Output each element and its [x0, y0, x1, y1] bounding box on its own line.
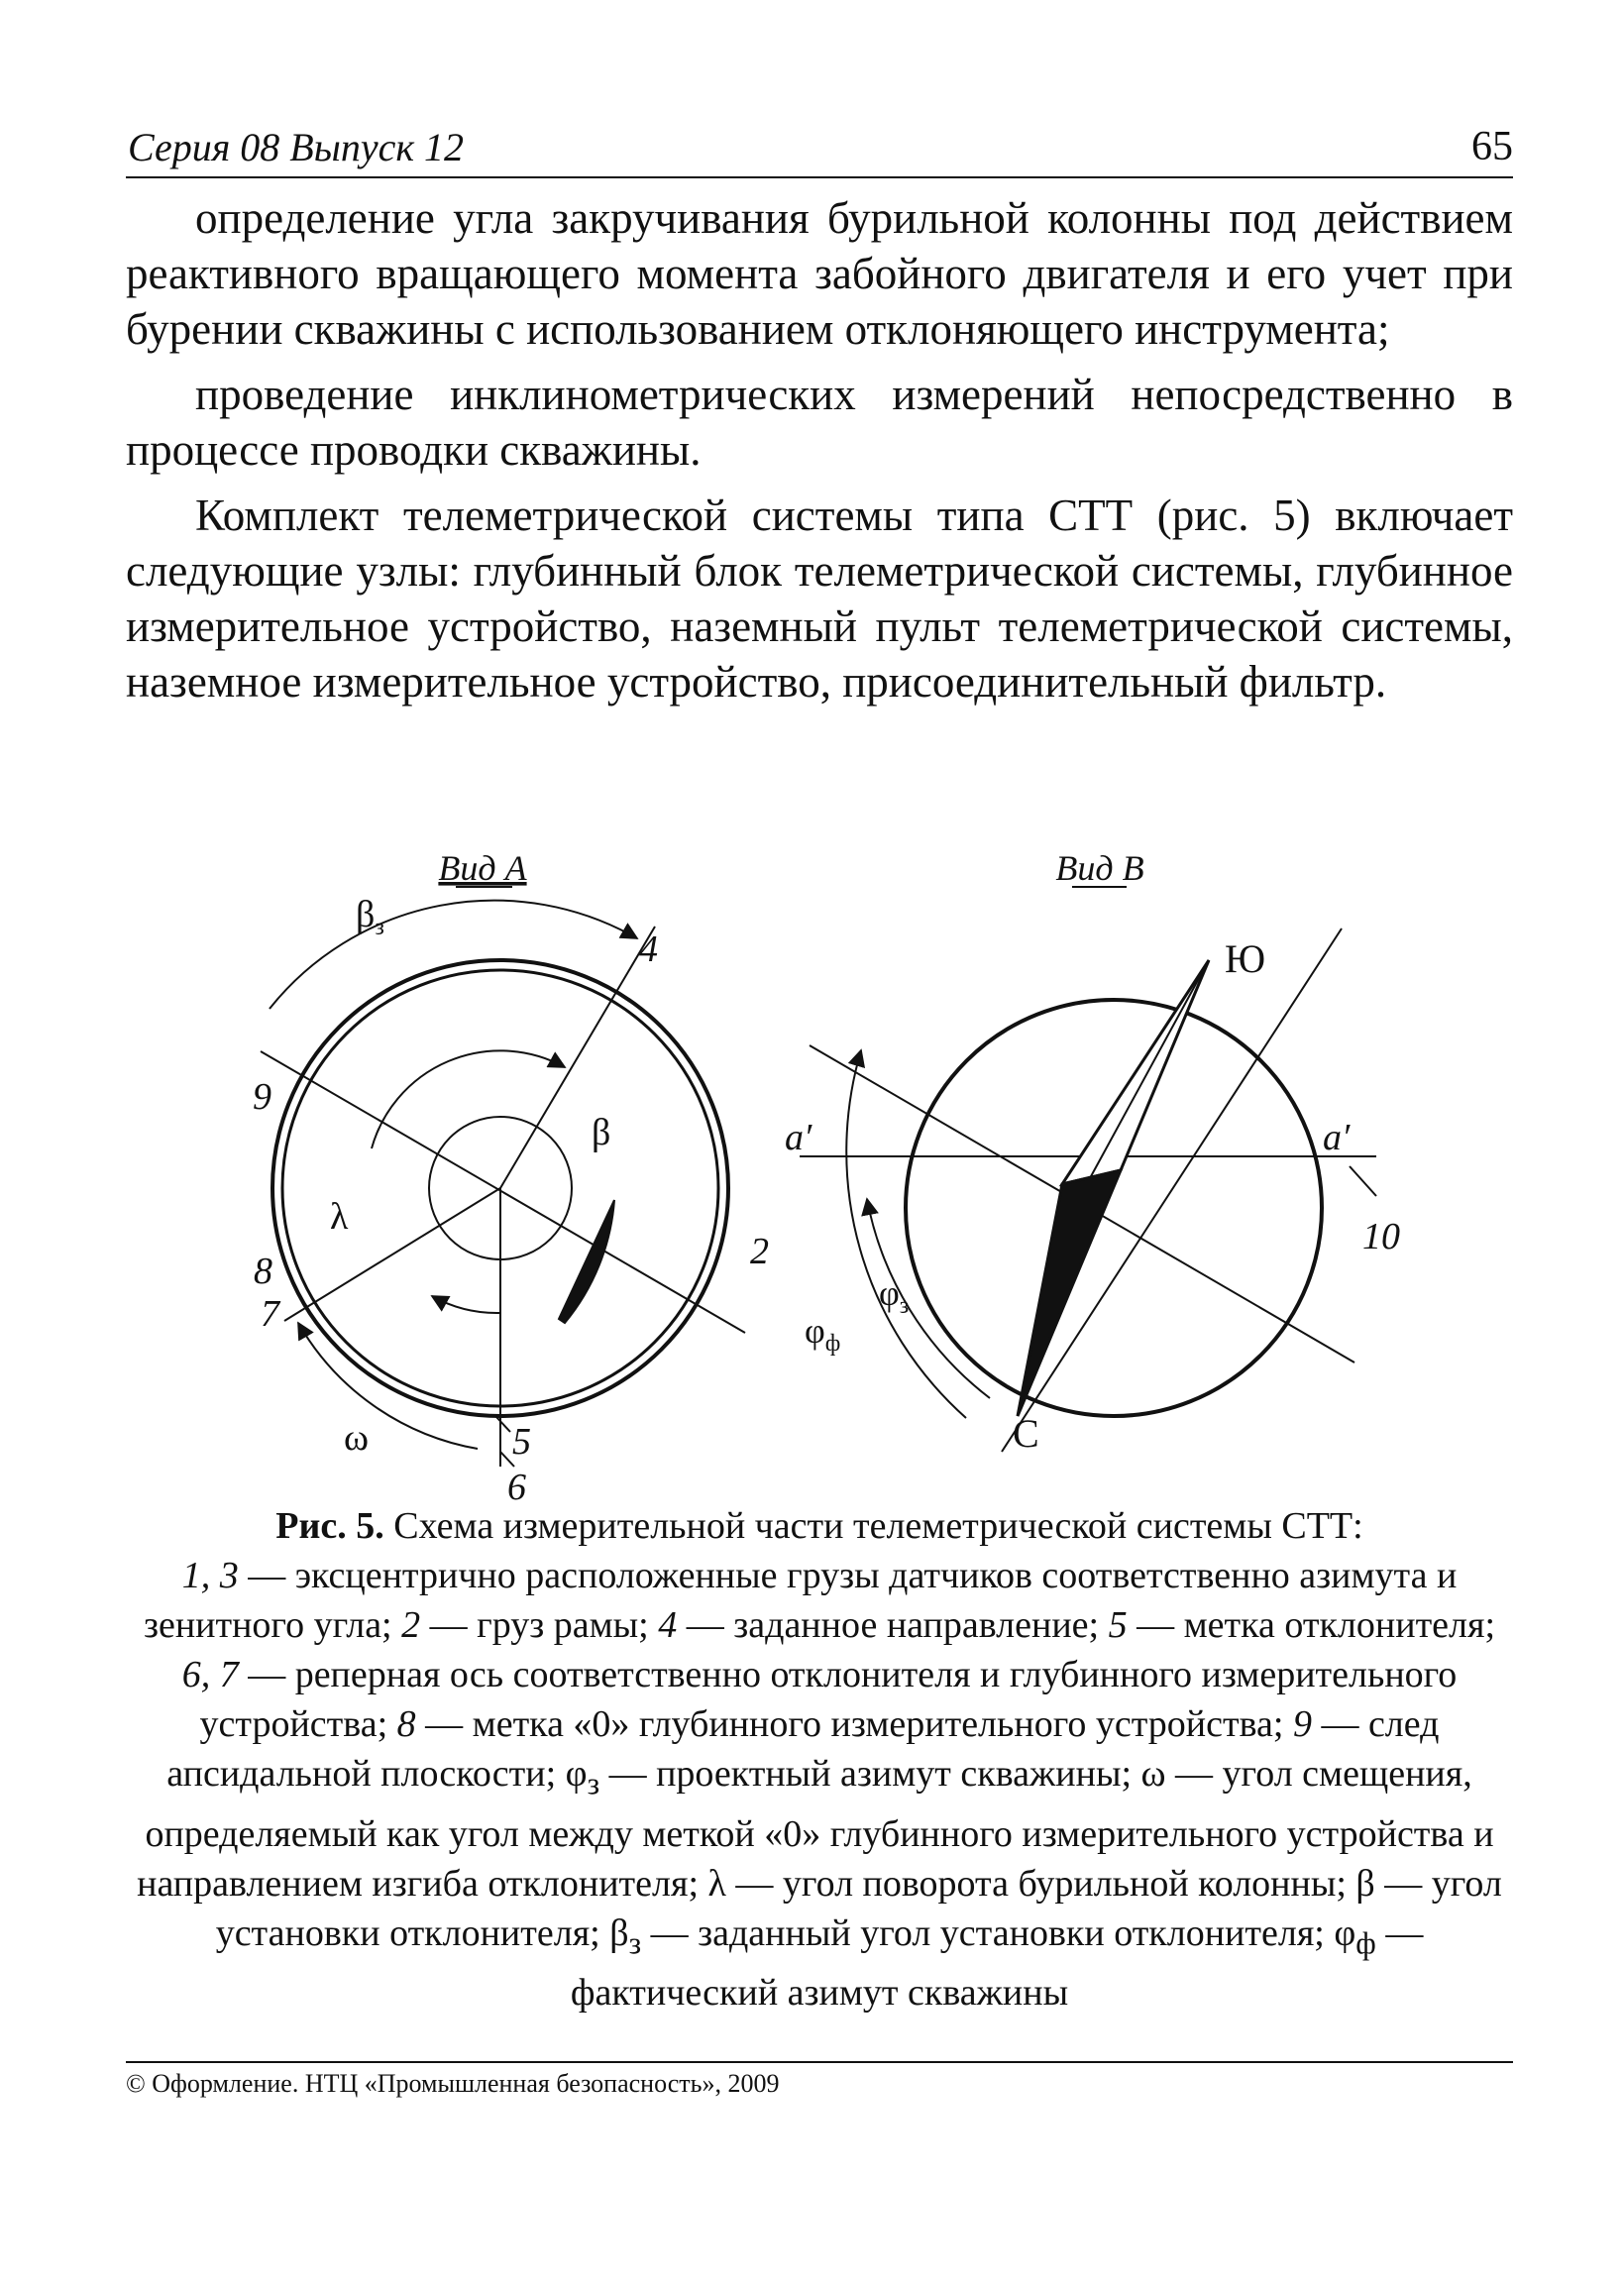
caption-item-num: 4: [658, 1604, 678, 1646]
caption-item-text: — фактический азимут скважины: [570, 1911, 1424, 2015]
label-omega: ω: [344, 1417, 370, 1459]
label-a-right: a′: [1323, 1117, 1351, 1158]
view-b-diagram: [785, 848, 1400, 1456]
label-lambda: λ: [330, 1196, 349, 1238]
frame-weight-2: [559, 1200, 614, 1323]
azimuth-circle: [906, 1000, 1322, 1416]
caption-item-num: 9: [1292, 1703, 1312, 1745]
paragraph-2: проведение инклинометрических измерений непосредственно в процессе проводки скважины.: [126, 370, 1513, 475]
caption-item-text: — метка отклонителя;: [1127, 1604, 1496, 1646]
label-4: 4: [639, 928, 658, 970]
label-south: Ю: [1225, 936, 1266, 981]
label-9: 9: [253, 1076, 271, 1118]
copyright-footer: © Оформление. НТЦ «Промышленная безопасность», 2009: [126, 2061, 1513, 2099]
body-text: [126, 190, 1513, 719]
view-a-title: Вид А: [438, 848, 527, 888]
caption-item-text: — проектный азимут скважины; ω — угол смещения, определяемый как угол между меткой «0» глубинного измерительного устройства и направлением изгиба отклонителя; λ — угол поворота бурильной колонны; β — угол установки отклонителя; β: [137, 1753, 1502, 1954]
label-5: 5: [512, 1421, 531, 1463]
tick-5: [496, 1417, 510, 1432]
caption-title: Схема измерительной части телеметрической системы СТТ:: [383, 1505, 1363, 1547]
label-beta: β: [592, 1112, 611, 1153]
caption-item-text: — след апсидальной плоскости; φ: [166, 1703, 1440, 1795]
label-north: С: [1013, 1411, 1039, 1456]
label-7: 7: [261, 1293, 279, 1335]
caption-item-text: — заданное направление;: [677, 1604, 1109, 1646]
caption-item-num: 1, 3: [181, 1555, 239, 1596]
caption-label: Рис. 5.: [275, 1505, 384, 1547]
caption-item-text: — метка «0» глубинного измерительного устройства;: [415, 1703, 1293, 1745]
caption-subscript: ф: [1355, 1925, 1376, 1961]
caption-item-num: 5: [1108, 1604, 1128, 1646]
caption-subscript: з: [587, 1766, 600, 1801]
page-number: 65: [1471, 124, 1513, 169]
arc-lambda: [432, 1296, 500, 1313]
view-b-title: Вид В: [1055, 848, 1144, 888]
caption-item-text: — груз рамы;: [420, 1604, 659, 1646]
line-axis-7: [284, 1188, 500, 1321]
view-a-diagram: [253, 848, 769, 1501]
figure-5: [126, 847, 1513, 1501]
arc-beta-z: [270, 901, 637, 1009]
needle-south-half: [1062, 960, 1209, 1184]
figure-diagram: [126, 847, 1513, 1501]
caption-item-num: 2: [401, 1604, 421, 1646]
tick-10: [1350, 1166, 1376, 1196]
arc-beta: [372, 1050, 565, 1148]
paragraph-3: Комплект телеметрической системы типа СТТ (рис. 5) включает следующие узлы: глубинный блок телеметрической системы, глубинное измерительное устройство, наземный пульт телеметрической системы, наземное измерительное устройство, присоединительный фильтр.: [126, 491, 1513, 707]
figure-caption: [126, 1501, 1513, 2018]
running-header: [126, 117, 1513, 178]
caption-item-num: 6, 7: [181, 1654, 239, 1695]
label-beta-z: $\beta_з$: [356, 894, 384, 940]
caption-item-num: 8: [396, 1703, 416, 1745]
caption-subscript: з: [628, 1925, 642, 1961]
label-a-left: a′: [785, 1117, 812, 1158]
needle-centerline: [1090, 960, 1209, 1178]
caption-item-text: — эксцентрично расположенные грузы датчиков соответственно азимута и зенитного угла;: [143, 1555, 1458, 1646]
label-6: 6: [507, 1467, 526, 1501]
label-phi-z: $\varphi_з$: [879, 1273, 910, 1319]
label-phi-f: $\varphi_ф$: [805, 1311, 841, 1357]
caption-item-text: — реперная ось соответственно отклонителя и глубинного измерительного устройства;: [199, 1654, 1458, 1745]
label-8: 8: [254, 1251, 272, 1292]
series-title: Серия 08 Выпуск 12: [128, 125, 465, 169]
paragraph-1: определение угла закручивания бурильной колонны под действием реактивного вращающего момента забойного двигателя и его учет при бурении скважины с использованием отклоняющего инструмента;: [126, 193, 1513, 354]
label-2: 2: [750, 1231, 769, 1272]
label-10: 10: [1362, 1216, 1400, 1257]
line-direction-4: [500, 927, 655, 1188]
caption-item-text: — заданный угол установки отклонителя; φ: [641, 1911, 1356, 1954]
